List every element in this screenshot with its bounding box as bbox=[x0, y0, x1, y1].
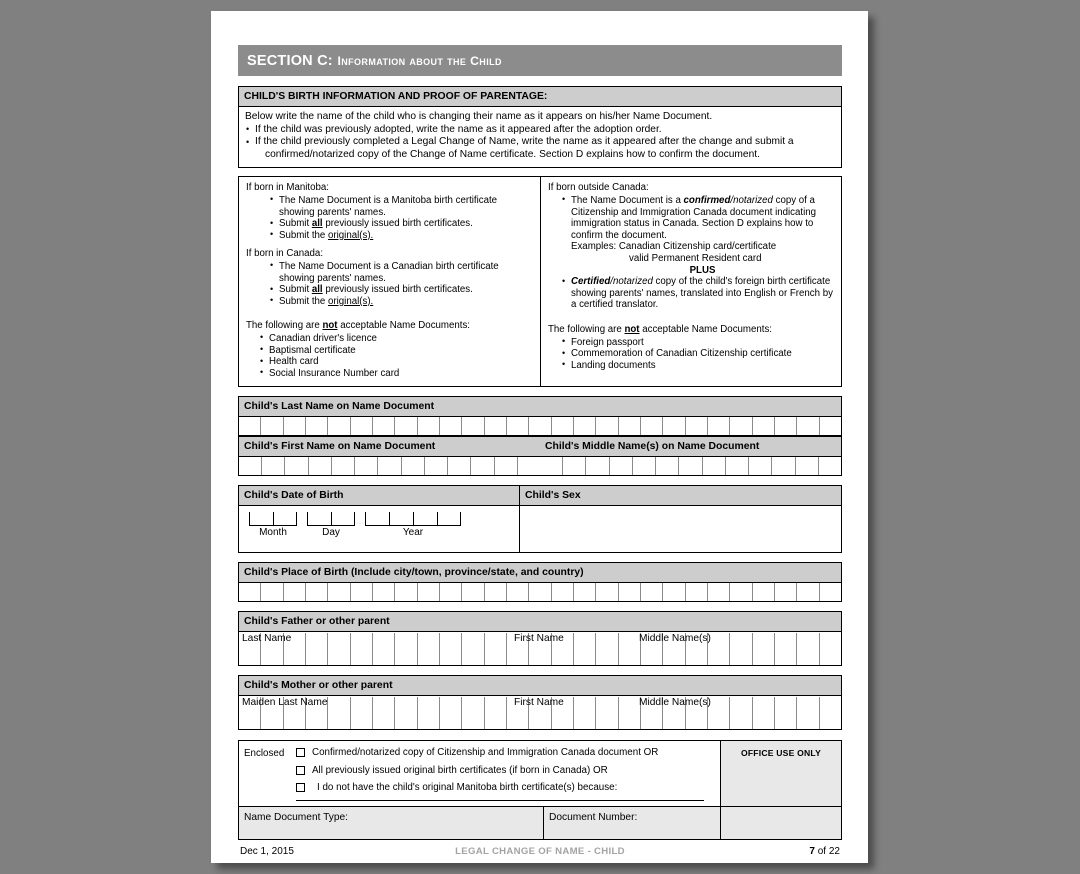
right-not-acceptable-list bbox=[548, 337, 834, 372]
outside-canada-heading: If born outside Canada: bbox=[548, 182, 649, 194]
dob-day-group bbox=[307, 512, 355, 538]
sex-input[interactable] bbox=[520, 506, 841, 552]
item2-bold: Certified bbox=[571, 276, 611, 288]
document-row bbox=[239, 807, 841, 839]
dob-year-label: Year bbox=[402, 526, 424, 538]
born-outside-canada-column bbox=[541, 177, 841, 386]
item2-italic: /notarized bbox=[610, 276, 653, 288]
dob-month-input[interactable] bbox=[249, 512, 297, 526]
spacer bbox=[244, 765, 296, 766]
dob-header: Child's Date of Birth bbox=[239, 486, 519, 505]
footer-date: Dec 1, 2015 bbox=[240, 846, 294, 858]
requirements-columns bbox=[239, 177, 841, 386]
plus-label: PLUS bbox=[689, 264, 716, 276]
item1-pre: The Name Document is a bbox=[571, 194, 684, 206]
mother-last-name-label: Maiden Last Name bbox=[242, 696, 328, 708]
dob-day-label: Day bbox=[322, 526, 340, 538]
father-box bbox=[238, 611, 842, 666]
birth-info-header: CHILD'S BIRTH INFORMATION AND PROOF OF PARENTAGE: bbox=[239, 87, 841, 107]
first-name-header: Child's First Name on Name Document bbox=[239, 437, 540, 456]
list-item: • Landing documents bbox=[562, 360, 834, 372]
birth-info-instructions bbox=[239, 107, 841, 167]
place-of-birth-input[interactable] bbox=[239, 583, 841, 601]
dob-month-label: Month bbox=[259, 526, 287, 538]
intro-lead-text: Below write the name of the child who is changing their name as it appears on his/her Name Document. bbox=[245, 111, 713, 122]
footer-title: LEGAL CHANGE OF NAME - CHILD bbox=[455, 846, 625, 858]
name-document-requirements-box bbox=[238, 176, 842, 387]
list-item: • Submit the original(s). bbox=[270, 296, 533, 308]
bullet-line-1: If the child previously completed a Legal Change of Name, write the name as it appeared after the change and submit a bbox=[255, 136, 794, 148]
document-page bbox=[211, 11, 868, 863]
dob-day-input[interactable] bbox=[307, 512, 355, 526]
page-footer bbox=[238, 846, 842, 862]
enclosed-row bbox=[239, 741, 841, 806]
list-item: • The Name Document is a Manitoba birth certificate showing parents' names. bbox=[270, 195, 533, 218]
dob-sex-box bbox=[238, 485, 842, 553]
document-number-label: Document Number: bbox=[549, 812, 638, 824]
list-item bbox=[562, 195, 834, 276]
right-not-acceptable-heading: The following are not acceptable Name Documents: bbox=[548, 323, 772, 335]
mother-header: Child's Mother or other parent bbox=[239, 676, 841, 695]
section-header-bar bbox=[238, 45, 842, 76]
enclosed-option-1-text: Confirmed/notarized copy of Citizenship and Immigration Canada document OR bbox=[312, 746, 659, 758]
enclosed-option-2-text: All previously issued original birth certificates (if born in Canada) OR bbox=[312, 764, 608, 776]
list-item: • Submit all previously issued birth certificates. bbox=[270, 284, 533, 296]
name-document-type-field[interactable] bbox=[239, 807, 544, 839]
item1-bold: confirmed bbox=[683, 194, 731, 206]
list-item: • Health card bbox=[260, 356, 533, 368]
dob-year-input[interactable] bbox=[365, 512, 461, 526]
examples-line-2: valid Permanent Resident card bbox=[629, 252, 762, 264]
first-name-input[interactable] bbox=[239, 457, 540, 475]
list-item bbox=[245, 136, 835, 161]
checkbox-icon[interactable] bbox=[296, 766, 305, 775]
bullet-line-2: confirmed/notarized copy of the Change of Name certificate. Section D explains how to confirm the document. bbox=[265, 148, 760, 160]
sex-cell bbox=[520, 486, 841, 552]
father-last-name-label: Last Name bbox=[242, 632, 292, 644]
list-item: • Commemoration of Canadian Citizenship certificate bbox=[562, 348, 834, 360]
place-of-birth-box bbox=[238, 562, 842, 602]
document-number-field[interactable] bbox=[544, 807, 721, 839]
first-middle-header-row bbox=[239, 437, 841, 456]
reason-write-line[interactable] bbox=[296, 800, 704, 801]
left-not-acceptable-list bbox=[246, 333, 533, 379]
office-use-box bbox=[721, 741, 841, 806]
footer-page-current: 7 bbox=[809, 846, 815, 858]
mother-box bbox=[238, 675, 842, 730]
office-use-lower bbox=[721, 807, 841, 839]
enclosed-option-2[interactable] bbox=[244, 765, 714, 776]
place-of-birth-header: Child's Place of Birth (Include city/town, province/state, and country) bbox=[239, 563, 841, 582]
dob-body bbox=[239, 506, 519, 552]
list-item: • Foreign passport bbox=[562, 337, 834, 349]
dob-sex-row bbox=[239, 486, 841, 552]
list-item: • Submit the original(s). bbox=[270, 230, 533, 242]
enclosed-left bbox=[239, 741, 721, 806]
father-labels bbox=[239, 632, 841, 648]
form-sheet bbox=[238, 45, 842, 862]
dob-cell bbox=[239, 486, 520, 552]
manitoba-list bbox=[246, 195, 533, 241]
last-name-input[interactable] bbox=[239, 417, 841, 435]
mother-name-row bbox=[239, 696, 841, 729]
list-item: • Social Insurance Number card bbox=[260, 368, 533, 380]
left-not-acceptable-heading: The following are not acceptable Name Documents: bbox=[246, 320, 470, 332]
enclosed-label: Enclosed bbox=[244, 747, 285, 759]
item2-post: copy of the child's foreign birth certificate showing parents' names, translated into English or French by a certified translator. bbox=[571, 276, 833, 311]
first-middle-input-row bbox=[239, 457, 841, 475]
enclosed-options bbox=[239, 741, 720, 806]
enclosed-option-1[interactable] bbox=[244, 747, 714, 759]
section-title: Information about the Child bbox=[337, 54, 502, 68]
enclosed-option-3-text: I do not have the child's original Manitoba birth certificate(s) because: bbox=[317, 781, 618, 793]
section-label: SECTION C: bbox=[247, 53, 333, 69]
outside-canada-list bbox=[548, 195, 834, 311]
father-middle-name-label: Middle Name(s) bbox=[639, 632, 711, 644]
child-name-box bbox=[238, 396, 842, 476]
spacer bbox=[244, 782, 296, 783]
checkbox-icon[interactable] bbox=[296, 783, 305, 792]
list-item: • Submit all previously issued birth certificates. bbox=[270, 218, 533, 230]
dob-month-group bbox=[249, 512, 297, 538]
birth-info-box bbox=[238, 86, 842, 168]
mother-middle-name-label: Middle Name(s) bbox=[639, 696, 711, 708]
list-item bbox=[562, 276, 834, 311]
middle-name-header: Child's Middle Name(s) on Name Document bbox=[540, 437, 841, 456]
list-item: • Canadian driver's licence bbox=[260, 333, 533, 345]
mother-labels bbox=[239, 696, 841, 712]
examples-line-1: Examples: Canadian Citizenship card/certificate bbox=[571, 241, 777, 253]
intro-bullet-list bbox=[245, 124, 835, 162]
enclosed-box bbox=[238, 740, 842, 841]
footer-page-number bbox=[809, 846, 840, 857]
footer-page-total: of 22 bbox=[814, 846, 840, 858]
canada-heading: If born in Canada: bbox=[246, 248, 324, 260]
office-use-title: OFFICE USE ONLY bbox=[740, 747, 822, 758]
mother-first-name-label: First Name bbox=[514, 696, 564, 708]
canada-list bbox=[246, 261, 533, 307]
item1-post: copy of a Citizenship and Immigration Canada document indicating immigration status in Canada. Section D explains how to confirm the document. bbox=[571, 194, 817, 241]
list-item: • Baptismal certificate bbox=[260, 345, 533, 357]
middle-name-input[interactable] bbox=[540, 457, 841, 475]
enclosed-option-3[interactable] bbox=[244, 782, 714, 793]
sex-header: Child's Sex bbox=[520, 486, 841, 505]
born-in-canada-column bbox=[239, 177, 541, 386]
father-header: Child's Father or other parent bbox=[239, 612, 841, 631]
dob-year-group bbox=[365, 512, 461, 538]
item1-italic: /notarized bbox=[730, 194, 773, 206]
list-item: • If the child was previously adopted, write the name as it appeared after the adoption order. bbox=[245, 124, 835, 137]
last-name-header: Child's Last Name on Name Document bbox=[239, 397, 841, 416]
manitoba-heading: If born in Manitoba: bbox=[246, 182, 329, 194]
father-name-row bbox=[239, 632, 841, 665]
father-first-name-label: First Name bbox=[514, 632, 564, 644]
checkbox-icon[interactable] bbox=[296, 748, 305, 757]
list-item: • The Name Document is a Canadian birth certificate showing parents' names. bbox=[270, 261, 533, 284]
name-document-type-label: Name Document Type: bbox=[244, 812, 348, 824]
